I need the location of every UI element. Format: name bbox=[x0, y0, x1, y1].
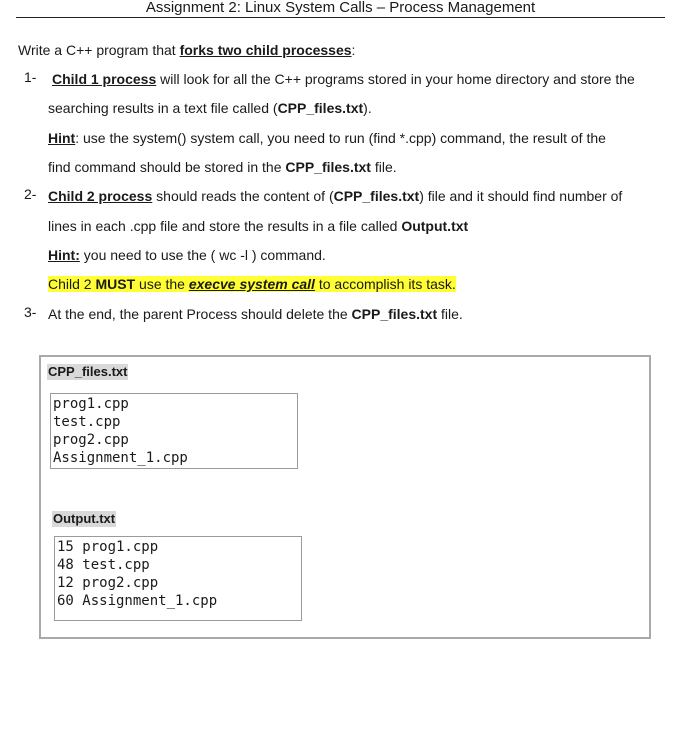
output-line: 12 prog2.cpp bbox=[57, 575, 159, 591]
cpp-files-label: CPP_files.txt bbox=[48, 364, 128, 379]
item-3-number: 3- bbox=[24, 304, 37, 320]
intro-paragraph bbox=[18, 40, 355, 60]
item-3-filename: CPP_files.txt bbox=[351, 306, 438, 322]
cpp-file-line: Assignment_1.cpp bbox=[53, 450, 188, 466]
item-2-hint-text: you need to use the ( wc -l ) command. bbox=[79, 247, 326, 263]
item-2-output-filename: Output.txt bbox=[401, 218, 469, 234]
child-2-lead: Child 2 process bbox=[48, 188, 153, 204]
output-label: Output.txt bbox=[53, 511, 116, 526]
item-2-text-1a: should reads the content of ( bbox=[152, 188, 334, 204]
item-2-hint bbox=[48, 245, 326, 265]
item-1-line-2 bbox=[48, 98, 372, 118]
must-a: Child 2 bbox=[48, 276, 96, 292]
item-2-must-note bbox=[48, 274, 456, 294]
item-3-line bbox=[48, 304, 463, 324]
intro-suffix: : bbox=[351, 42, 356, 58]
cpp-file-line: prog1.cpp bbox=[53, 396, 129, 412]
item-1-text-2c: ). bbox=[363, 100, 372, 116]
item-3-text-a: At the end, the parent Process should delete the bbox=[48, 306, 352, 322]
item-2-hint-label: Hint: bbox=[48, 247, 80, 263]
child-1-lead: Child 1 process bbox=[52, 71, 157, 87]
output-line: 15 prog1.cpp bbox=[57, 539, 159, 555]
item-3-text-c: file. bbox=[437, 306, 463, 322]
must-b: MUST bbox=[95, 276, 136, 292]
item-1-hint-label: Hint bbox=[48, 130, 76, 146]
cpp-file-line: test.cpp bbox=[53, 414, 121, 430]
item-2-line-2 bbox=[48, 216, 468, 236]
cpp-files-box bbox=[50, 393, 298, 469]
item-2-number: 2- bbox=[24, 186, 37, 202]
example-frame bbox=[39, 355, 651, 639]
output-line: 48 test.cpp bbox=[57, 557, 150, 573]
intro-emphasis: forks two child processes bbox=[179, 42, 352, 58]
item-2-text-2a: lines in each .cpp file and store the results in a file called bbox=[48, 218, 402, 234]
item-2-text-1c: ) file and it should find number of bbox=[419, 188, 623, 204]
item-1-line-1 bbox=[52, 69, 635, 89]
intro-prefix: Write a C++ program that bbox=[18, 42, 180, 58]
item-2-filename: CPP_files.txt bbox=[333, 188, 420, 204]
item-1-hint-text: : use the system() system call, you need to run (find *.cpp) command, the result of the bbox=[75, 130, 606, 146]
document-title: Assignment 2: Linux System Calls – Process Management bbox=[16, 0, 665, 18]
output-box bbox=[54, 536, 302, 621]
item-1-text-1: will look for all the C++ programs stored in your home directory and store the bbox=[156, 71, 635, 87]
must-execve: execve system call bbox=[188, 276, 315, 292]
cpp-file-line: prog2.cpp bbox=[53, 432, 129, 448]
item-1-hint bbox=[48, 128, 606, 148]
item-1-hint-2c: file. bbox=[370, 159, 397, 175]
must-c: use the bbox=[135, 276, 189, 292]
item-2-line-1 bbox=[48, 186, 622, 206]
item-1-filename: CPP_files.txt bbox=[277, 100, 364, 116]
must-e: to accomplish its task. bbox=[314, 276, 456, 292]
item-1-number: 1- bbox=[24, 69, 37, 85]
item-1-hint-2a: find command should be stored in the bbox=[48, 159, 286, 175]
item-1-hint-filename: CPP_files.txt bbox=[285, 159, 371, 175]
item-1-hint-line-2 bbox=[48, 157, 397, 177]
item-1-text-2a: searching results in a text file called ( bbox=[48, 100, 278, 116]
output-line: 60 Assignment_1.cpp bbox=[57, 593, 218, 609]
